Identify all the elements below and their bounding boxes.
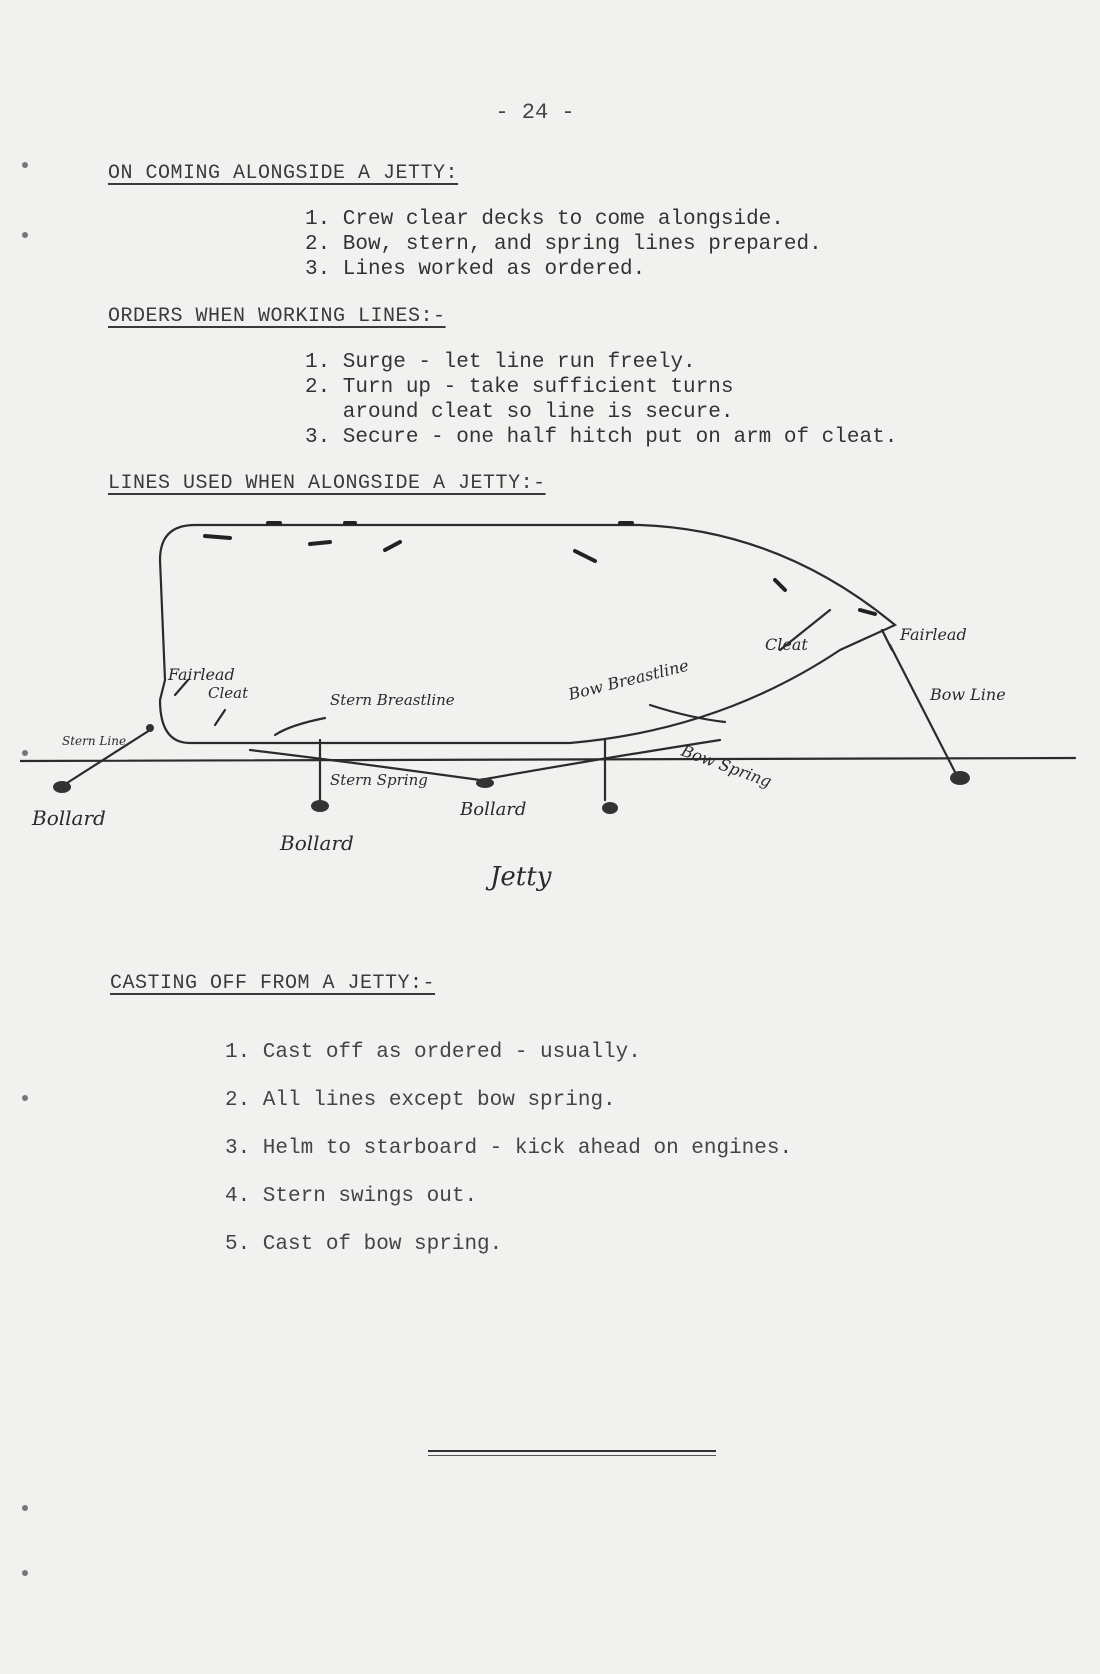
heading-lines-used: LINES USED WHEN ALONGSIDE A JETTY:-	[108, 472, 546, 495]
list-orders	[305, 350, 897, 450]
ship-hull-outline	[160, 525, 895, 743]
label-bow-spring: Bow Spring	[678, 740, 775, 792]
punch-hole-mark	[22, 1505, 28, 1511]
list-item: around cleat so line is secure.	[305, 401, 734, 424]
label-bow-breastline: Bow Breastline	[566, 655, 691, 704]
punch-hole-mark	[22, 1095, 28, 1101]
list-item: 2. All lines except bow spring.	[225, 1089, 616, 1112]
bollard-icon	[311, 800, 329, 812]
stern-breastline-arrow	[275, 718, 325, 735]
end-rule	[428, 1450, 716, 1452]
label-jetty: Jetty	[490, 862, 552, 892]
list-item: 2. Turn up - take sufficient turns	[305, 376, 734, 399]
label-stern-spring: Stern Spring	[330, 771, 428, 789]
punch-hole-mark	[22, 750, 28, 756]
heading-orders: ORDERS WHEN WORKING LINES:-	[108, 305, 446, 328]
list-item: 3. Lines worked as ordered.	[305, 258, 646, 281]
list-item: 5. Cast of bow spring.	[225, 1233, 503, 1256]
list-alongside	[305, 207, 822, 282]
punch-hole-mark	[22, 162, 28, 168]
page-number: - 24 -	[495, 100, 575, 125]
fairlead-bow-arrow	[882, 630, 892, 650]
list-casting-off	[225, 1029, 792, 1269]
cleat-arrow	[215, 710, 225, 725]
list-item: 3. Secure - one half hitch put on arm of cleat.	[305, 426, 898, 449]
punch-hole-mark	[22, 1570, 28, 1576]
bollard-icon	[950, 771, 970, 785]
fairlead-icon	[146, 724, 154, 732]
label-fairlead-bow: Fairlead	[900, 625, 967, 644]
jetty-edge-line	[20, 758, 1075, 761]
label-bollard-stern-spring: Bollard	[280, 831, 354, 855]
end-rule-second	[428, 1455, 716, 1456]
label-fairlead-stern: Fairlead	[168, 665, 235, 684]
bollard-icon	[53, 781, 71, 793]
label-stern-breastline: Stern Breastline	[330, 691, 455, 709]
heading-alongside: ON COMING ALONGSIDE A JETTY:	[108, 162, 459, 185]
label-bollard-left: Bollard	[32, 806, 106, 830]
list-item: 2. Bow, stern, and spring lines prepared.	[305, 233, 822, 256]
list-item: 1. Crew clear decks to come alongside.	[305, 208, 784, 231]
label-stern-line: Stern Line	[62, 734, 127, 748]
label-bow-line: Bow Line	[930, 685, 1006, 704]
list-item: 3. Helm to starboard - kick ahead on engines.	[225, 1137, 793, 1160]
heading-casting-off: CASTING OFF FROM A JETTY:-	[110, 972, 436, 995]
list-item: 4. Stern swings out.	[225, 1185, 478, 1208]
label-cleat-stern: Cleat	[208, 684, 249, 702]
list-item: 1. Cast off as ordered - usually.	[225, 1041, 641, 1064]
bow-line	[890, 645, 955, 772]
punch-hole-mark	[22, 232, 28, 238]
bollard-icon	[476, 778, 494, 788]
mooring-lines-diagram	[20, 500, 1080, 920]
label-cleat-bow: Cleat	[765, 635, 808, 654]
list-item: 1. Surge - let line run freely.	[305, 351, 696, 374]
bollard-icon	[602, 802, 618, 814]
label-bollard-mid: Bollard	[460, 799, 527, 820]
